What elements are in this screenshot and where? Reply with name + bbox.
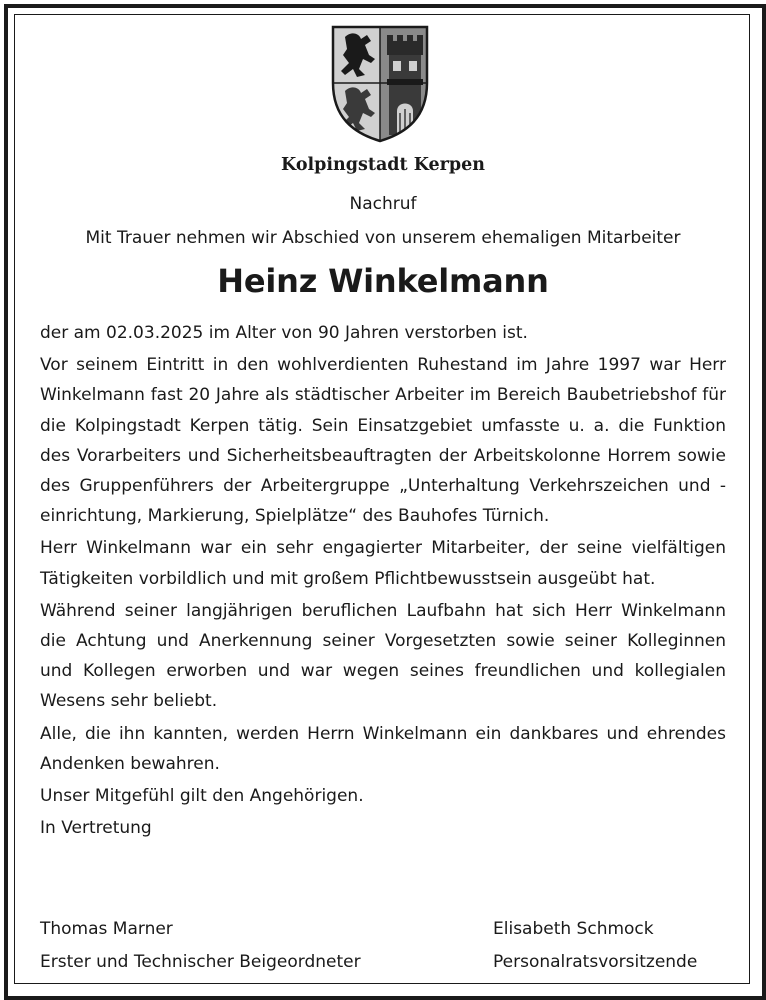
- signatory-title: Erster und Technischer Beigeordneter: [40, 952, 361, 972]
- coat-of-arms-icon: [331, 25, 429, 143]
- deceased-name: Heinz Winkelmann: [217, 262, 549, 300]
- obituary-body: [40, 318, 726, 845]
- town-name: Kolpingstadt Kerpen: [281, 155, 485, 175]
- intro-line: Mit Trauer nehmen wir Abschied von unserem ehemaligen Mitarbeiter: [85, 228, 681, 248]
- remembrance-paragraph: Alle, die ihn kannten, werden Herrn Winkelmann ein dankbares und ehrendes Andenken bewahren.: [40, 723, 726, 774]
- signatory-title: Personalratsvorsitzende: [493, 952, 698, 972]
- signatory-name: Elisabeth Schmock: [493, 919, 654, 939]
- signature-left: [40, 913, 361, 979]
- death-date-paragraph: der am 02.03.2025 im Alter von 90 Jahren verstorben ist.: [40, 323, 528, 343]
- engagement-paragraph: Herr Winkelmann war ein sehr engagierter Mitarbeiter, der seine vielfältigen Tätigkeiten vorbildlich und mit großem Pflichtbewusstsein ausgeübt hat.: [40, 538, 726, 589]
- representation-line: In Vertretung: [40, 818, 152, 839]
- condolence-paragraph: Unser Mitgefühl gilt den Angehörigen.: [40, 786, 364, 807]
- signatory-name: Thomas Marner: [40, 919, 173, 939]
- career-paragraph: Vor seinem Eintritt in den wohlverdienten Ruhestand im Jahre 1997 war Herr Winkelmann fast 20 Jahre als städtischer Arbeiter im Bereich Baubetriebshof für die Kolpingstadt Kerpen tätig. Sein Einsatzgebiet umfasste u. a. die Funktion des Vorarbeiters und Sicherheitsbeauftragten der Arbeitskolonne Horrem sowie des Gruppenführers der Arbeitergruppe „Unterhaltung Verkehrszeichen und -einrichtung, Markierung, Spielplätze“ des Bauhofes Türnich.: [40, 355, 726, 527]
- obituary-heading: Nachruf: [349, 194, 417, 214]
- signature-right: [493, 913, 697, 979]
- recognition-paragraph: Während seiner langjährigen beruflichen Laufbahn hat sich Herr Winkelmann die Achtung und Anerkennung seiner Vorgesetzten sowie seiner Kolleginnen und Kollegen erworben und war wegen seines freundlichen und kollegialen Wesens sehr beliebt.: [40, 600, 726, 712]
